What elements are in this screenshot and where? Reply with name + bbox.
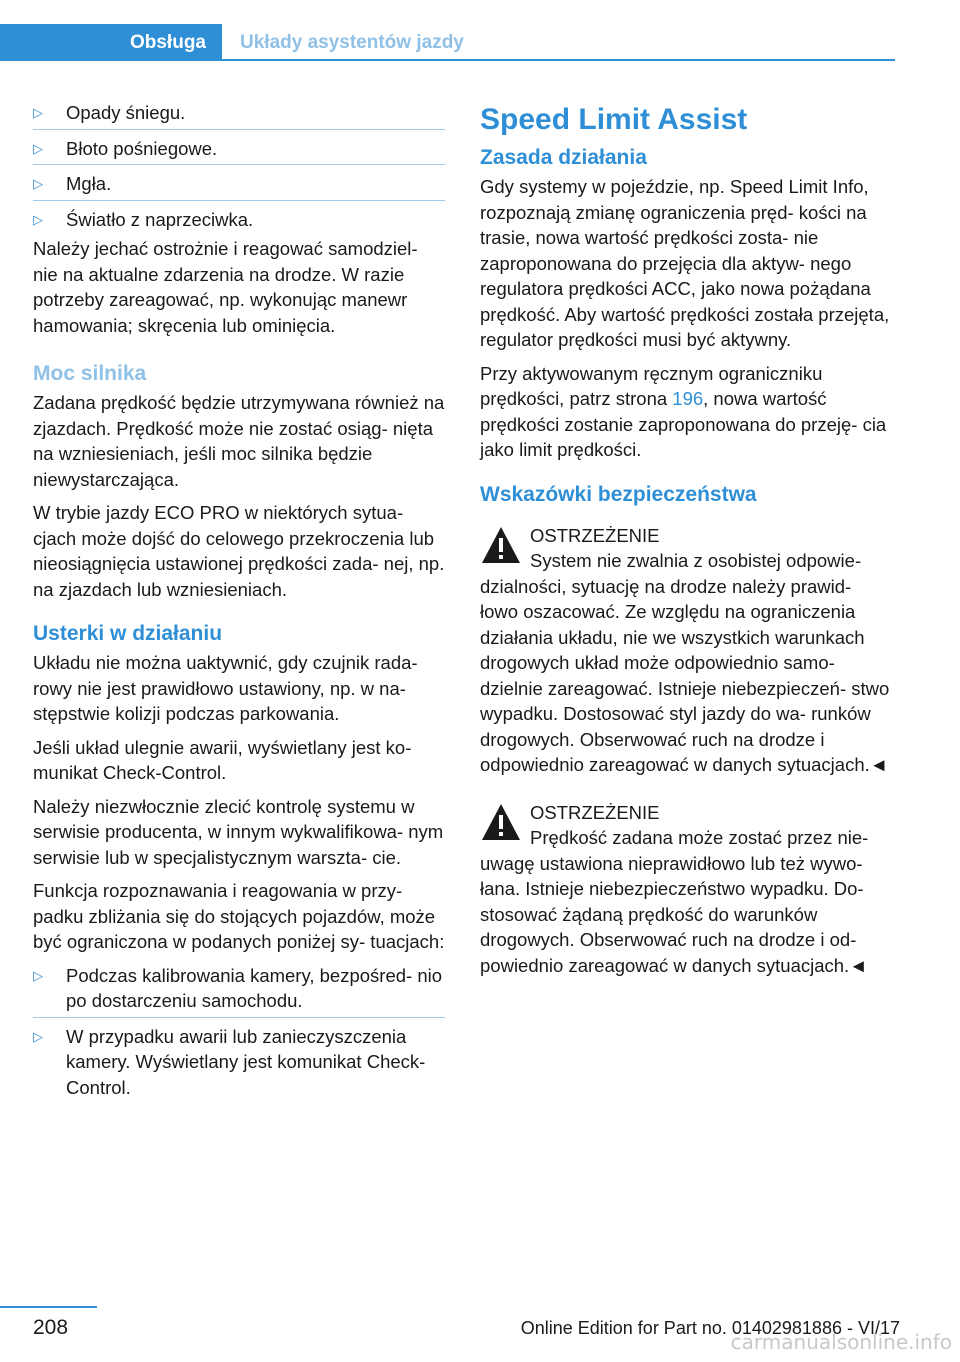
list-item: ▷ Opady śniegu. [33, 100, 445, 126]
triangle-bullet-icon: ▷ [33, 176, 43, 191]
watermark: carmanualsonline.info [730, 1330, 952, 1354]
paragraph: Jeśli układ ulegnie awarii, wyświetlany jest ko‐ munikat Check-Control. [33, 736, 412, 783]
triangle-bullet-icon: ▷ [33, 140, 43, 156]
page-number: 208 [33, 1316, 69, 1339]
warning-text: dzialności, sytuację na drodze należy prawid‐ łowo oszacować. Ze względu na ograniczenia działania układu, nie we wszystkich warunkach drogowych układ może odpowiednio samo‐ dzielnie zareagować. Istnieje niebezpieczeń‐ stwo wypadku. Dostosować styl jazdy do wa‐ runków drogowych. Obserwować ruch na drodze i odpowiednio zareagować w danych sytuacjach.◄ [480, 575, 890, 775]
triangle-bullet-icon: ▷ [33, 1028, 43, 1044]
tab-uklady-asystentow[interactable]: Układy asystentów jazdy [240, 32, 464, 53]
footer-divider [0, 1306, 97, 1308]
bullet-list-conditions [33, 100, 445, 232]
warning-triangle-icon [480, 525, 522, 565]
divider [33, 1017, 445, 1018]
paragraph: W trybie jazdy ECO PRO w niektórych sytua‐ cjach może dojść do celowego przekroczenia lub nieosiągnięcia ustawionej prędkości zada‐ nej, np. na zjazdach lub wzniesieniach. [33, 502, 445, 600]
heading-wskazowki: Wskazówki bezpieczeństwa [480, 482, 757, 506]
right-column [480, 100, 892, 978]
divider [33, 164, 445, 165]
tab-obsluga[interactable]: Obsługa [0, 24, 222, 61]
list-item: ▷ Podczas kalibrowania kamery, bezpośred‐ nio po dostarczeniu samochodu. [33, 964, 443, 1011]
warning-box-2: OSTRZEŻENIE Prędkość zadana może zostać przez nie‐ uwagę ustawiona nieprawidłowo lub też wywo‐ łana. Istnieje niebezpieczeństwo wypadku. Do‐ stosować żądaną prędkość do warunków drogowych. Obserwować ruch na drodze i od‐ powiednio zareagować w danych sytuacjach.◄ [480, 800, 892, 979]
list-item: ▷ Światło z naprzeciwka. [33, 207, 445, 233]
paragraph: Gdy systemy w pojeździe, np. Speed Limit Info, rozpoznają zmianę ograniczenia pręd‐ kości na trasie, nowa wartość prędkości zosta‐ nie zaproponowana do przejęcia dla aktyw‐ nego regulatora prędkości ACC, jako nowa pożądana prędkość. Aby wartość prędkości została przejęta, regulator prędkości musi być aktywny. [480, 176, 890, 350]
title-speed-limit-assist: Speed Limit Assist [480, 103, 748, 136]
divider [33, 200, 445, 201]
page-link-196[interactable]: 196 [672, 388, 704, 409]
heading-usterki: Usterki w działaniu [33, 622, 223, 645]
bullet-list-limitations [33, 963, 445, 1101]
warning-text: uwagę ustawiona nieprawidłowo lub też wywo‐ łana. Istnieje niebezpieczeństwo wypadku. Do‐ stosować żądaną prędkość do warunków drogowych. Obserwować ruch na drodze i od‐ powiednio zareagować w danych sytuacjach.◄ [480, 852, 868, 976]
triangle-bullet-icon: ▷ [33, 967, 43, 983]
paragraph: Należy niezwłocznie zlecić kontrolę systemu w serwisie producenta, w innym wykwalifikowa‐ nym serwisie lub w specjalistycznym warszta‐ cie. [33, 795, 444, 868]
paragraph: Przy aktywowanym ręcznym ograniczniku prędkości, patrz strona 196, nowa wartość prędkości zostanie zaproponowana do przeję‐ cia jako limit prędkości. [480, 362, 887, 460]
heading-moc-silnika: Moc silnika [33, 362, 147, 385]
header-divider [0, 59, 895, 61]
paragraph: Należy jechać ostrożnie i reagować samodziel‐ nie na aktualne zdarzenia na drodze. W razie potrzeby zareagować, np. wykonując manewr hamowania; skręcenia lub ominięcia. [33, 238, 418, 336]
warning-box-1: OSTRZEŻENIE System nie zwalnia z osobistej odpowie‐ dzialności, sytuację na drodze należy prawid‐ łowo oszacować. Ze względu na ograniczenia działania układu, nie we wszystkich warunkach drogowych układ może odpowiednio samo‐ dzielnie zareagować. Istnieje niebezpieczeń‐ stwo wypadku. Dostosować styl jazdy do wa‐ runków drogowych. Obserwować ruch na drodze i odpowiednio zareagować w danych sytuacjach.◄ [480, 523, 892, 778]
heading-zasada-dzialania: Zasada działania [480, 146, 647, 169]
paragraph: Zadana prędkość będzie utrzymywana również na zjazdach. Prędkość może nie zostać osiąg‐ nięta na wzniesieniach, jeśli moc silnika będzie niewystarczająca. [33, 392, 445, 490]
triangle-bullet-icon: ▷ [33, 105, 43, 120]
paragraph: Funkcja rozpoznawania i reagowania w przy‐ padku zbliżania się do stojących pojazdów, może być ograniczona w podanych poniżej sy‐ tuacjach: [33, 880, 445, 952]
list-item: ▷ Mgła. [33, 171, 445, 197]
page-header [0, 24, 895, 61]
warning-label: OSTRZEŻENIE [530, 801, 660, 823]
left-column [33, 100, 445, 1100]
warning-triangle-icon [480, 802, 522, 842]
edition-info: Online Edition for Part no. 01402981886 - VI/17 [520, 1318, 900, 1338]
triangle-bullet-icon: ▷ [33, 211, 43, 227]
list-item: ▷ Błoto pośniegowe. [33, 136, 445, 162]
warning-label: OSTRZEŻENIE [530, 524, 660, 546]
divider [33, 129, 445, 130]
paragraph: Układu nie można uaktywnić, gdy czujnik rada‐ rowy nie jest prawidłowo ustawiony, np. w na‐ stępstwie kolizji podczas parkowania. [33, 652, 418, 724]
list-item: ▷ W przypadku awarii lub zanieczyszczenia kamery. Wyświetlany jest komunikat Check-Control. [33, 1025, 426, 1098]
